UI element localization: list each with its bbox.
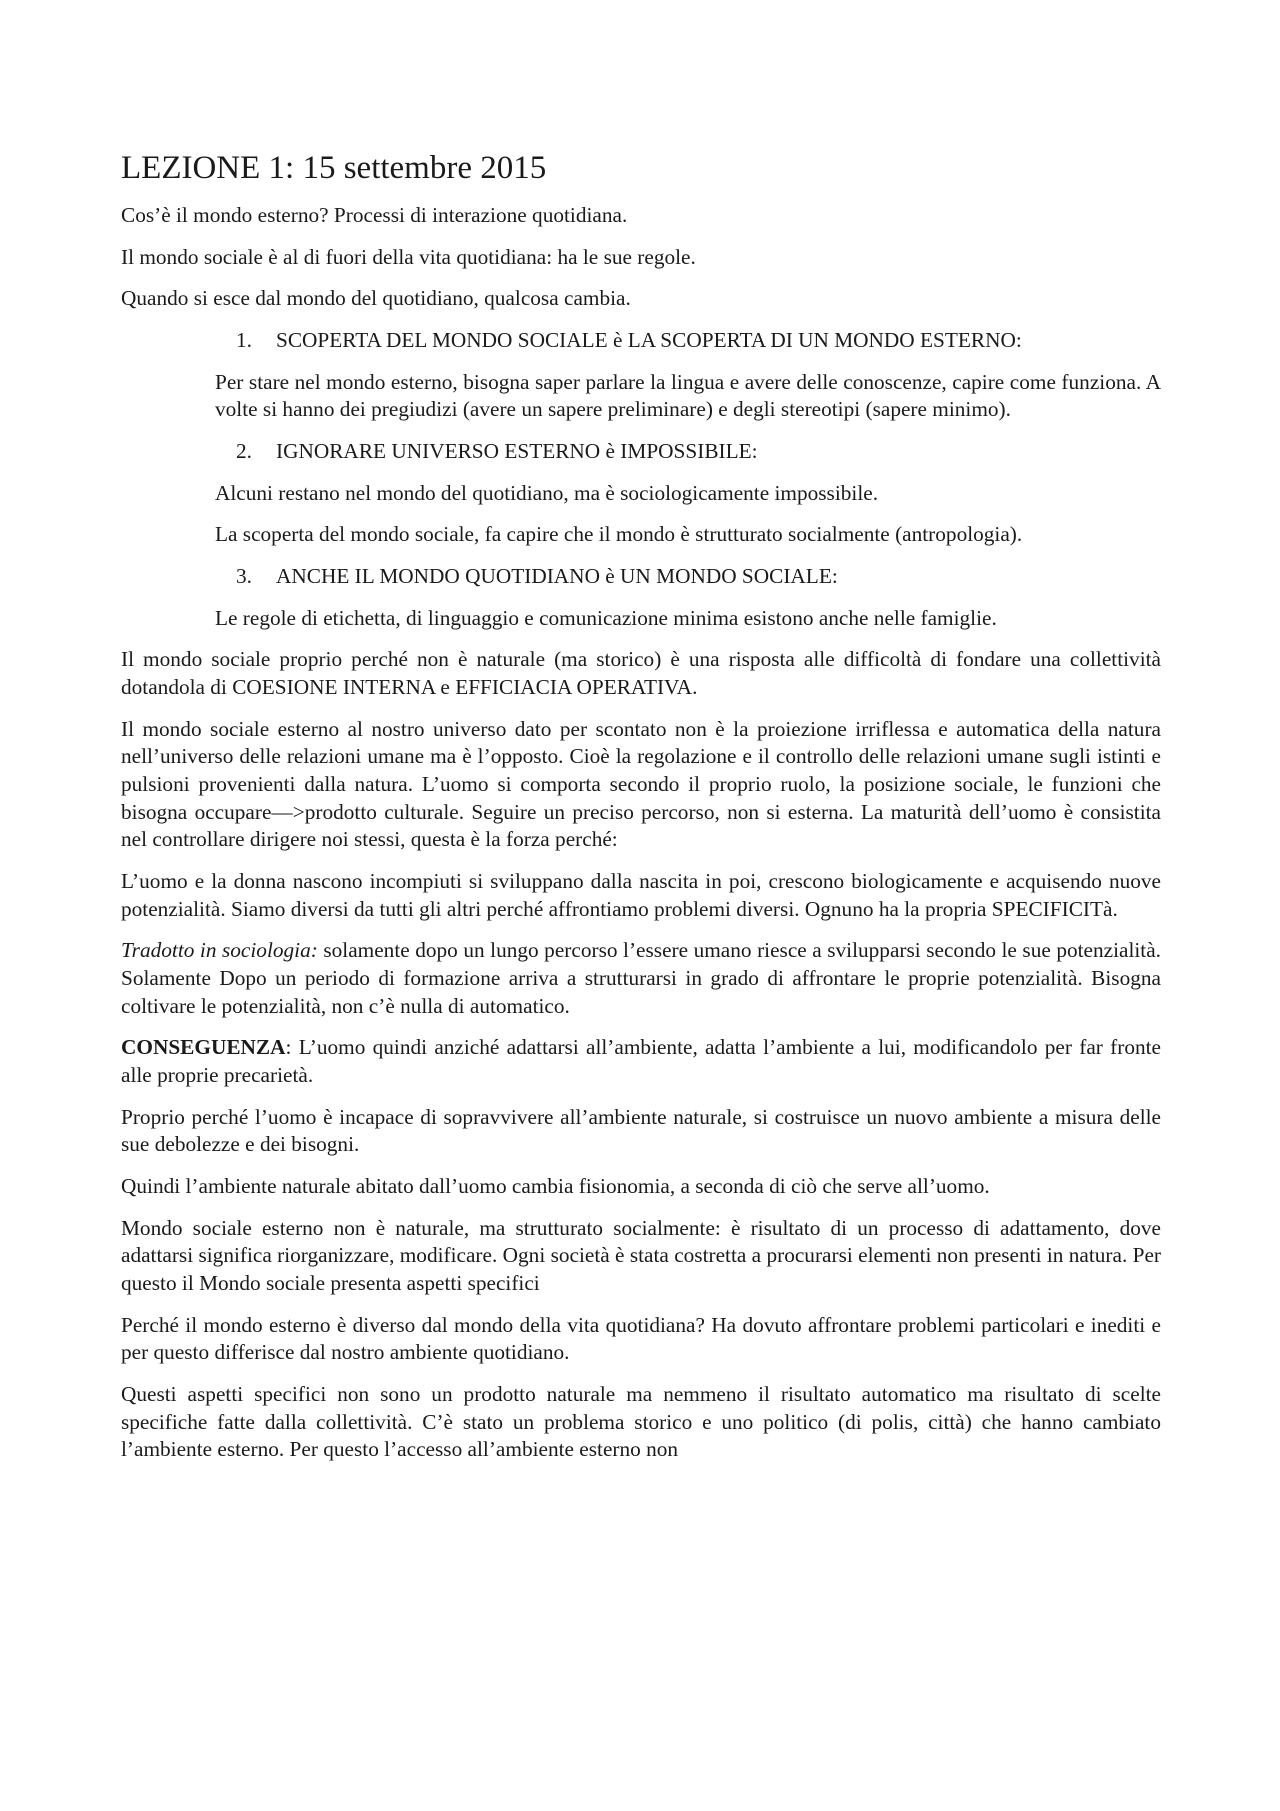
item-3-paragraph-1: Le regole di etichetta, di linguaggio e comunicazione minima esistono anche nelle famiglie.	[215, 605, 997, 630]
document-page	[121, 150, 1161, 1478]
body-paragraph-7: Quindi l’ambiente naturale abitato dall’uomo cambia fisionomia, a seconda di ciò che serve all’uomo.	[121, 1174, 990, 1199]
body-paragraph-6: Proprio perché l’uomo è incapace di sopravvivere all’ambiente naturale, si costruisce un nuovo ambiente a misura delle sue debolezze e dei bisogni.	[121, 1104, 1161, 1157]
body-paragraph-9: Perché il mondo esterno è diverso dal mondo della vita quotidiana? Ha dovuto affrontare problemi particolari e inediti e per questo differisce dal nostro ambiente quotidiano.	[121, 1312, 1161, 1365]
body-paragraph-1: Il mondo sociale proprio perché non è naturale (ma storico) è una risposta alle difficoltà di fondare una collettività dotandola di COESIONE INTERNA e EFFICIACIA OPERATIVA.	[121, 647, 1161, 699]
body-paragraph-8: Mondo sociale esterno non è naturale, ma strutturato socialmente: è risultato di un processo di adattamento, dove adattarsi significa riorganizzare, modificare. Ogni società è stata costretta a procurarsi elementi non presenti in natura. Per questo il Mondo sociale presenta aspetti specifici	[121, 1215, 1161, 1296]
body-paragraph-2: Il mondo sociale esterno al nostro universo dato per scontato non è la proiezione irriflessa e automatica della natura nell’universo delle relazioni umane ma è l’opposto. Cioè la regolazione e il controllo delle relazioni umane sugli istinti e pulsioni provenienti dalla natura. L’uomo si comporta secondo il proprio ruolo, la posizione sociale, le funzioni che bisogna occupare—>prodotto culturale. Seguire un preciso percorso, non si esterna. La maturità dell’uomo è consistita nel controllare dirigere noi stessi, questa è la forza perché:	[121, 716, 1161, 852]
intro-paragraph-2: Il mondo sociale è al di fuori della vita quotidiana: ha le sue regole.	[121, 244, 696, 269]
numbered-item-2	[236, 438, 1161, 466]
item-heading: SCOPERTA DEL MONDO SOCIALE è LA SCOPERTA DI UN MONDO ESTERNO:	[276, 327, 1022, 352]
bold-label: CONSEGUENZA	[121, 1035, 286, 1060]
intro-paragraph-1: Cos’è il mondo esterno? Processi di interazione quotidiana.	[121, 202, 628, 227]
item-heading: IGNORARE UNIVERSO ESTERNO è IMPOSSIBILE:	[276, 438, 758, 463]
numbered-item-3	[236, 563, 1161, 591]
item-1-paragraph-1: Per stare nel mondo esterno, bisogna saper parlare la lingua e avere delle conoscenze, capire come funziona. A volte si hanno dei pregiudizi (avere un sapere preliminare) e degli stereotipi (sapere minimo).	[215, 369, 1161, 422]
item-number: 3.	[236, 563, 252, 588]
numbered-item-1	[236, 327, 1161, 355]
body-paragraph-3: L’uomo e la donna nascono incompiuti si sviluppano dalla nascita in poi, crescono biologicamente e acquisendo nuove potenzialità. Siamo diversi da tutti gli altri perché affrontiamo problemi diversi. Ognuno ha la propria SPECIFICITà.	[121, 869, 1161, 921]
body-paragraph-10: Questi aspetti specifici non sono un prodotto naturale ma nemmeno il risultato automatico ma risultato di scelte specifiche fatte dalla collettività. C’è stato un problema storico e uno politico (di polis, città) che hanno cambiato l’ambiente esterno. Per questo l’accesso all’ambiente esterno non	[121, 1382, 1161, 1462]
paragraph-text: solamente dopo un lungo percorso l’essere umano riesce a svilupparsi secondo le sue potenzialità. Solamente Dopo un periodo di formazione arriva a strutturarsi in grado di affrontare le proprie potenzialità. Bisogna coltivare le potenzialità, non c’è nulla di automatico.	[121, 938, 1161, 1018]
item-2-paragraph-2: La scoperta del mondo sociale, fa capire che il mondo è strutturato socialmente (antropologia).	[215, 522, 1023, 547]
item-2-paragraph-1: Alcuni restano nel mondo del quotidiano, ma è sociologicamente impossibile.	[215, 480, 879, 505]
paragraph-text: : L’uomo quindi anziché adattarsi all’ambiente, adatta l’ambiente a lui, modificandolo per far fronte alle proprie precarietà.	[121, 1035, 1161, 1088]
item-heading: ANCHE IL MONDO QUOTIDIANO è UN MONDO SOCIALE:	[276, 563, 838, 588]
item-number: 1.	[236, 327, 252, 352]
italic-label: Tradotto in sociologia:	[121, 938, 318, 963]
body-paragraph-5	[121, 1034, 1161, 1089]
item-number: 2.	[236, 438, 252, 463]
page-title: LEZIONE 1: 15 settembre 2015	[121, 150, 547, 186]
body-paragraph-4	[121, 937, 1161, 1020]
intro-paragraph-3: Quando si esce dal mondo del quotidiano, qualcosa cambia.	[121, 286, 631, 311]
